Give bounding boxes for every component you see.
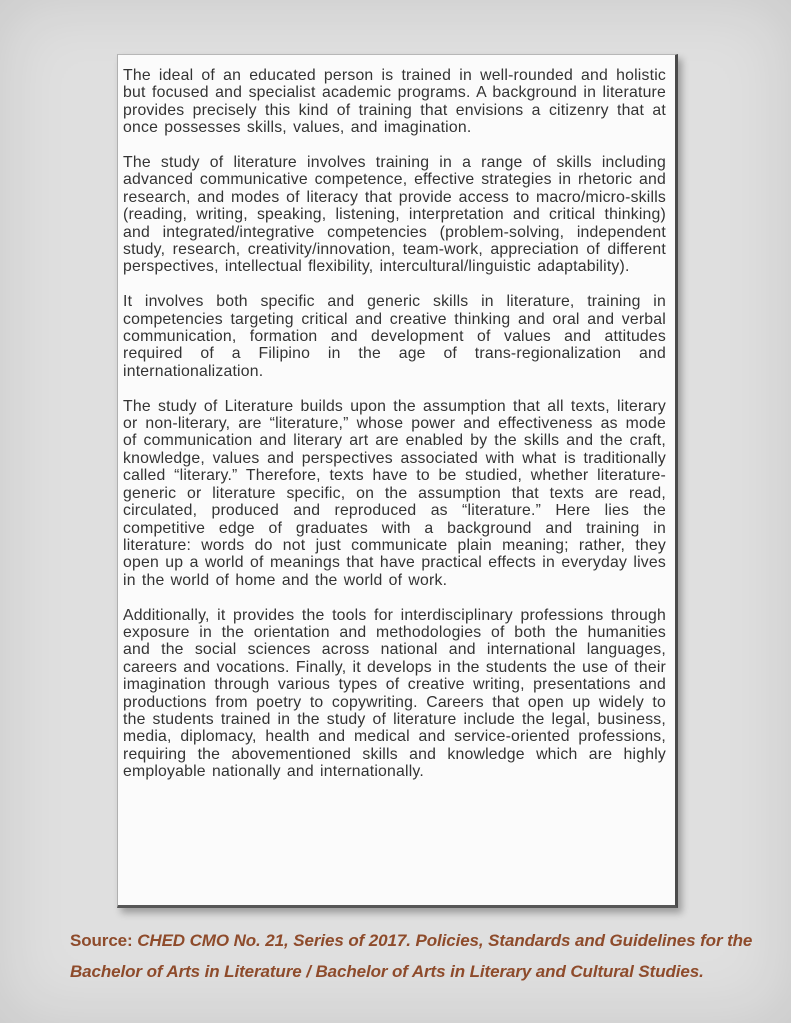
source-citation bbox=[70, 925, 762, 987]
paragraph-specific-and-generic-skills: It involves both specific and generic skills in literature, training in competencies targeting critical and creative thinking and oral and verbal communication, formation and development of values and attitudes required of a Filipino in the age of trans-regionalization and internationalization. bbox=[123, 293, 666, 380]
paragraph-ideal-of-educated-person: The ideal of an educated person is trained in well-rounded and holistic but focused and specialist academic programs. A background in literature provides precisely this kind of training that envisions a citizenry that at once possesses skills, values, and imagination. bbox=[123, 67, 666, 137]
source-label: Source: bbox=[70, 931, 133, 950]
paragraph-interdisciplinary-professions: Additionally, it provides the tools for interdisciplinary professions through exposure in the orientation and methodologies of both the humanities and the social sciences across national and international languages, careers and vocations. Finally, it develops in the students the use of their imagination through various types of creative writing, presentations and productions from poetry to copywriting. Careers that open up widely to the students trained in the study of literature include the legal, business, media, diplomacy, health and medical and service-oriented professions, requiring the abovementioned skills and knowledge which are highly employable nationally and internationally. bbox=[123, 606, 666, 781]
paragraph-study-of-literature-skills: The study of literature involves training in a range of skills including advanced communicative competence, effective strategies in rhetoric and research, and modes of literacy that provide access to macro/micro-skills (reading, writing, speaking, listening, interpretation and critical thinking) and integrated/integrative competencies (problem-solving, independent study, research, creativity/innovation, team-work, appreciation of different perspectives, intellectual flexibility, intercultural/linguistic adaptability). bbox=[123, 154, 666, 276]
scanned-document-page bbox=[117, 54, 678, 908]
source-citation-text: CHED CMO No. 21, Series of 2017. Policies, Standards and Guidelines for the Bachelor of Arts in Literature / Bachelor of Arts in Literary and Cultural Studies. bbox=[70, 931, 753, 981]
paragraph-literature-assumption: The study of Literature builds upon the assumption that all texts, literary or non-literary, are “literature,” whose power and effectiveness as mode of communication and literary art are enabled by the skills and the craft, knowledge, values and perspectives associated with what is traditionally called “literary.” Therefore, texts have to be studied, whether literature-generic or literature specific, on the assumption that texts are read, circulated, produced and reproduced as “literature.” Here lies the competitive edge of graduates with a background and training in literature: words do not just communicate plain meaning; rather, they open up a world of meanings that have practical effects in everyday lives in the world of home and the world of work. bbox=[123, 397, 666, 589]
